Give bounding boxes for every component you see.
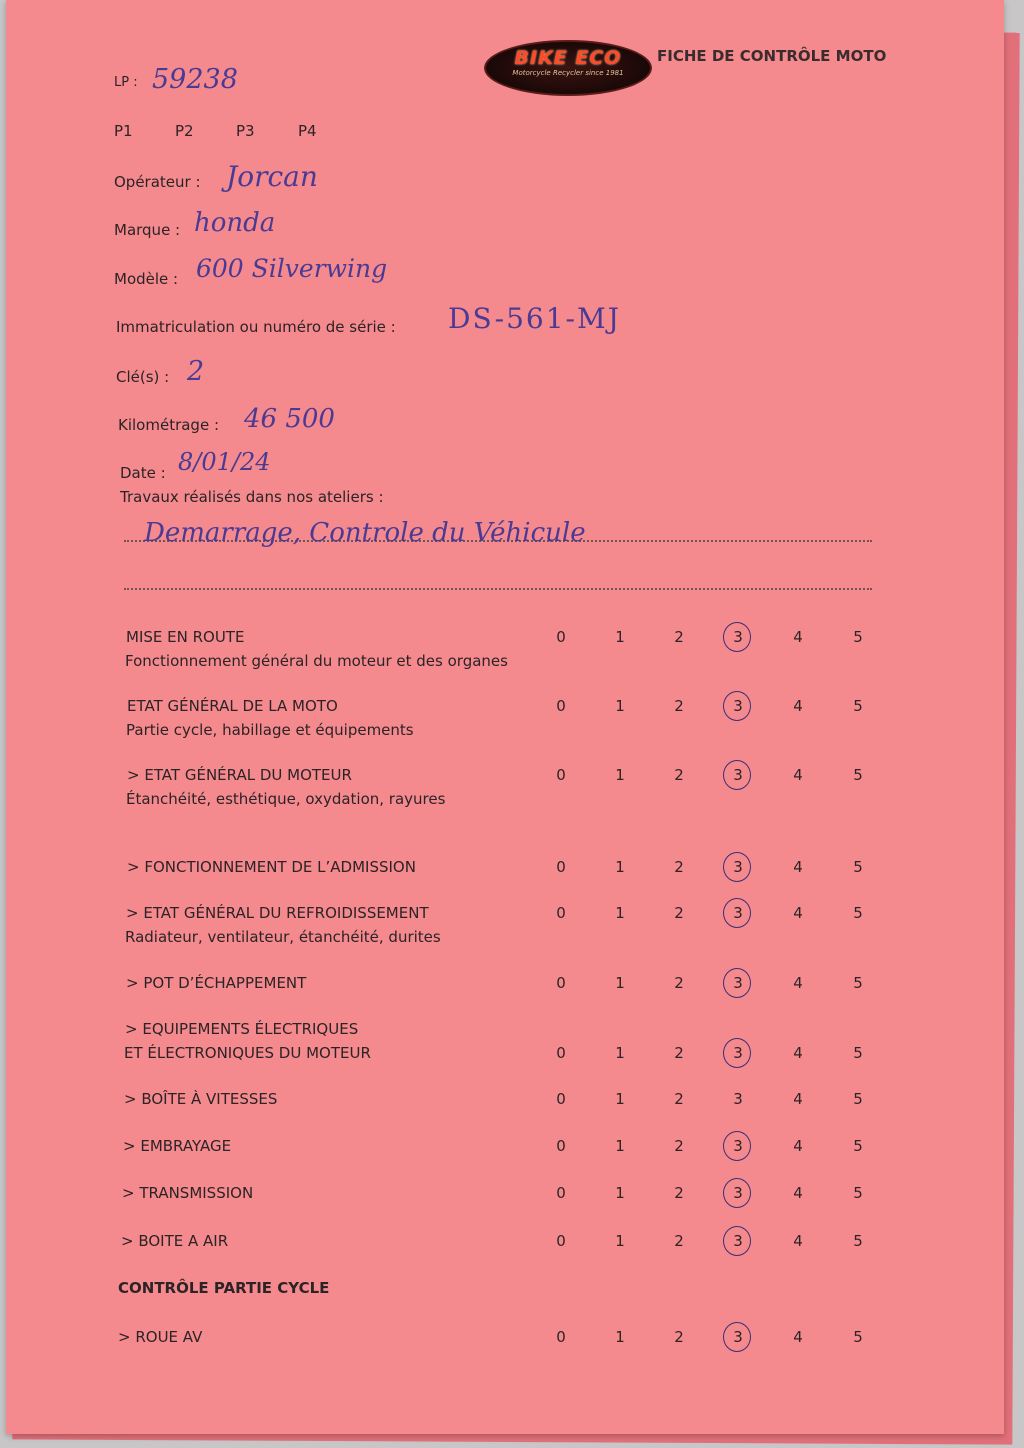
checklist-row-title: > ROUE AV: [118, 1328, 203, 1346]
checklist-row-subtitle: Partie cycle, habillage et équipements: [126, 721, 414, 739]
score-option-5[interactable]: 5: [853, 628, 863, 646]
checklist-row-title: > EQUIPEMENTS ÉLECTRIQUES: [125, 1020, 359, 1038]
position-p2[interactable]: P2: [175, 122, 194, 140]
score-option-0[interactable]: 0: [556, 1232, 566, 1250]
score-option-0[interactable]: 0: [556, 766, 566, 784]
score-option-0[interactable]: 0: [556, 1044, 566, 1062]
score-option-1[interactable]: 1: [615, 697, 625, 715]
work-label: Travaux réalisés dans nos ateliers :: [120, 488, 384, 506]
checklist-row-title: > ETAT GÉNÉRAL DU MOTEUR: [127, 766, 352, 784]
checklist-row-subtitle: Étanchéité, esthétique, oxydation, rayures: [126, 790, 446, 808]
score-option-1[interactable]: 1: [615, 1044, 625, 1062]
score-option-1[interactable]: 1: [615, 766, 625, 784]
date-label: Date :: [120, 464, 166, 482]
mileage-value[interactable]: 46 500: [244, 404, 335, 434]
score-option-0[interactable]: 0: [556, 1328, 566, 1346]
score-option-3[interactable]: 3: [726, 974, 750, 992]
score-option-2[interactable]: 2: [674, 628, 684, 646]
score-option-5[interactable]: 5: [853, 1044, 863, 1062]
score-option-4[interactable]: 4: [793, 974, 803, 992]
checklist-row-title: ETAT GÉNÉRAL DE LA MOTO: [127, 697, 338, 715]
score-option-0[interactable]: 0: [556, 858, 566, 876]
score-option-2[interactable]: 2: [674, 858, 684, 876]
score-option-1[interactable]: 1: [615, 1137, 625, 1155]
score-option-3[interactable]: 3: [726, 628, 750, 646]
score-option-1[interactable]: 1: [615, 1090, 625, 1108]
score-option-4[interactable]: 4: [793, 1044, 803, 1062]
score-option-3[interactable]: 3: [726, 1184, 750, 1202]
checklist-row-subtitle: Fonctionnement général du moteur et des organes: [125, 652, 508, 670]
score-option-2[interactable]: 2: [674, 1232, 684, 1250]
checklist-row-title: > TRANSMISSION: [122, 1184, 254, 1202]
score-option-2[interactable]: 2: [674, 904, 684, 922]
checklist-row-title: MISE EN ROUTE: [126, 628, 245, 646]
score-option-4[interactable]: 4: [793, 1137, 803, 1155]
score-option-4[interactable]: 4: [793, 1090, 803, 1108]
checklist-row-title: > ETAT GÉNÉRAL DU REFROIDISSEMENT: [126, 904, 429, 922]
score-option-0[interactable]: 0: [556, 1137, 566, 1155]
score-option-2[interactable]: 2: [674, 697, 684, 715]
score-option-1[interactable]: 1: [615, 1232, 625, 1250]
score-option-3[interactable]: 3: [726, 904, 750, 922]
score-option-1[interactable]: 1: [615, 858, 625, 876]
control-form-sheet: [6, 0, 1004, 1434]
lp-label: LP :: [114, 75, 138, 90]
score-option-1[interactable]: 1: [615, 628, 625, 646]
position-p1[interactable]: P1: [114, 122, 133, 140]
model-value[interactable]: 600 Silverwing: [196, 254, 388, 283]
score-option-3[interactable]: 3: [726, 858, 750, 876]
score-option-0[interactable]: 0: [556, 1090, 566, 1108]
score-option-4[interactable]: 4: [793, 697, 803, 715]
checklist-row-title: > BOITE A AIR: [121, 1232, 229, 1250]
score-option-2[interactable]: 2: [674, 1184, 684, 1202]
score-option-2[interactable]: 2: [674, 1328, 684, 1346]
model-label: Modèle :: [114, 270, 179, 288]
score-option-3[interactable]: 3: [733, 1090, 743, 1108]
form-title: FICHE DE CONTRÔLE MOTO: [657, 47, 887, 65]
score-option-3[interactable]: 3: [726, 1044, 750, 1062]
score-option-1[interactable]: 1: [615, 904, 625, 922]
score-option-5[interactable]: 5: [853, 1184, 863, 1202]
score-option-5[interactable]: 5: [853, 766, 863, 784]
work-value[interactable]: Demarrage, Controle du Véhicule: [144, 518, 586, 548]
score-option-5[interactable]: 5: [853, 697, 863, 715]
checklist-row-title: > EMBRAYAGE: [123, 1137, 232, 1155]
score-option-5[interactable]: 5: [853, 1137, 863, 1155]
checklist-row-title: > FONCTIONNEMENT DE L’ADMISSION: [127, 858, 416, 876]
brand-label: Marque :: [114, 221, 181, 239]
score-option-5[interactable]: 5: [853, 858, 863, 876]
score-option-3[interactable]: 3: [726, 1137, 750, 1155]
lp-value[interactable]: 59238: [152, 64, 238, 95]
bike-eco-logo: [484, 40, 652, 96]
score-option-5[interactable]: 5: [853, 1328, 863, 1346]
plate-label: Immatriculation ou numéro de série :: [116, 318, 396, 336]
checklist-row-subtitle: ET ÉLECTRONIQUES DU MOTEUR: [124, 1044, 371, 1062]
cycle-section-title: CONTRÔLE PARTIE CYCLE: [118, 1279, 330, 1297]
checklist-row-title: > BOÎTE À VITESSES: [124, 1090, 278, 1108]
score-option-1[interactable]: 1: [615, 974, 625, 992]
score-option-1[interactable]: 1: [615, 1328, 625, 1346]
mileage-label: Kilométrage :: [118, 416, 220, 434]
operator-label: Opérateur :: [114, 173, 201, 191]
keys-value[interactable]: 2: [187, 356, 205, 387]
score-option-4[interactable]: 4: [793, 858, 803, 876]
score-option-0[interactable]: 0: [556, 1184, 566, 1202]
checklist-row-title: > POT D’ÉCHAPPEMENT: [126, 974, 307, 992]
checklist-row-subtitle: Radiateur, ventilateur, étanchéité, durites: [125, 928, 441, 946]
date-value[interactable]: 8/01/24: [178, 448, 271, 476]
score-option-3[interactable]: 3: [726, 1328, 750, 1346]
score-option-3[interactable]: 3: [726, 1232, 750, 1250]
score-option-0[interactable]: 0: [556, 904, 566, 922]
score-option-2[interactable]: 2: [674, 1090, 684, 1108]
score-option-1[interactable]: 1: [615, 1184, 625, 1202]
position-p3[interactable]: P3: [236, 122, 255, 140]
score-option-4[interactable]: 4: [793, 904, 803, 922]
score-option-4[interactable]: 4: [793, 766, 803, 784]
score-option-5[interactable]: 5: [853, 1090, 863, 1108]
score-option-4[interactable]: 4: [793, 1328, 803, 1346]
logo-tagline: Motorcycle Recycler since 1981: [512, 69, 624, 77]
score-option-4[interactable]: 4: [793, 628, 803, 646]
score-option-3[interactable]: 3: [726, 766, 750, 784]
score-option-5[interactable]: 5: [853, 1232, 863, 1250]
work-line-2: [124, 588, 872, 590]
plate-value[interactable]: DS-561-MJ: [448, 302, 621, 335]
score-option-2[interactable]: 2: [674, 974, 684, 992]
keys-label: Clé(s) :: [116, 368, 170, 386]
logo-brand: BIKE ECO: [514, 47, 622, 69]
score-option-0[interactable]: 0: [556, 628, 566, 646]
operator-value[interactable]: Jorcan: [226, 160, 318, 193]
score-option-4[interactable]: 4: [793, 1184, 803, 1202]
score-option-5[interactable]: 5: [853, 974, 863, 992]
score-option-0[interactable]: 0: [556, 974, 566, 992]
score-option-3[interactable]: 3: [726, 697, 750, 715]
score-option-4[interactable]: 4: [793, 1232, 803, 1250]
score-option-0[interactable]: 0: [556, 697, 566, 715]
position-p4[interactable]: P4: [298, 122, 317, 140]
score-option-5[interactable]: 5: [853, 904, 863, 922]
brand-value[interactable]: honda: [194, 208, 276, 238]
score-option-2[interactable]: 2: [674, 1137, 684, 1155]
score-option-2[interactable]: 2: [674, 766, 684, 784]
score-option-2[interactable]: 2: [674, 1044, 684, 1062]
